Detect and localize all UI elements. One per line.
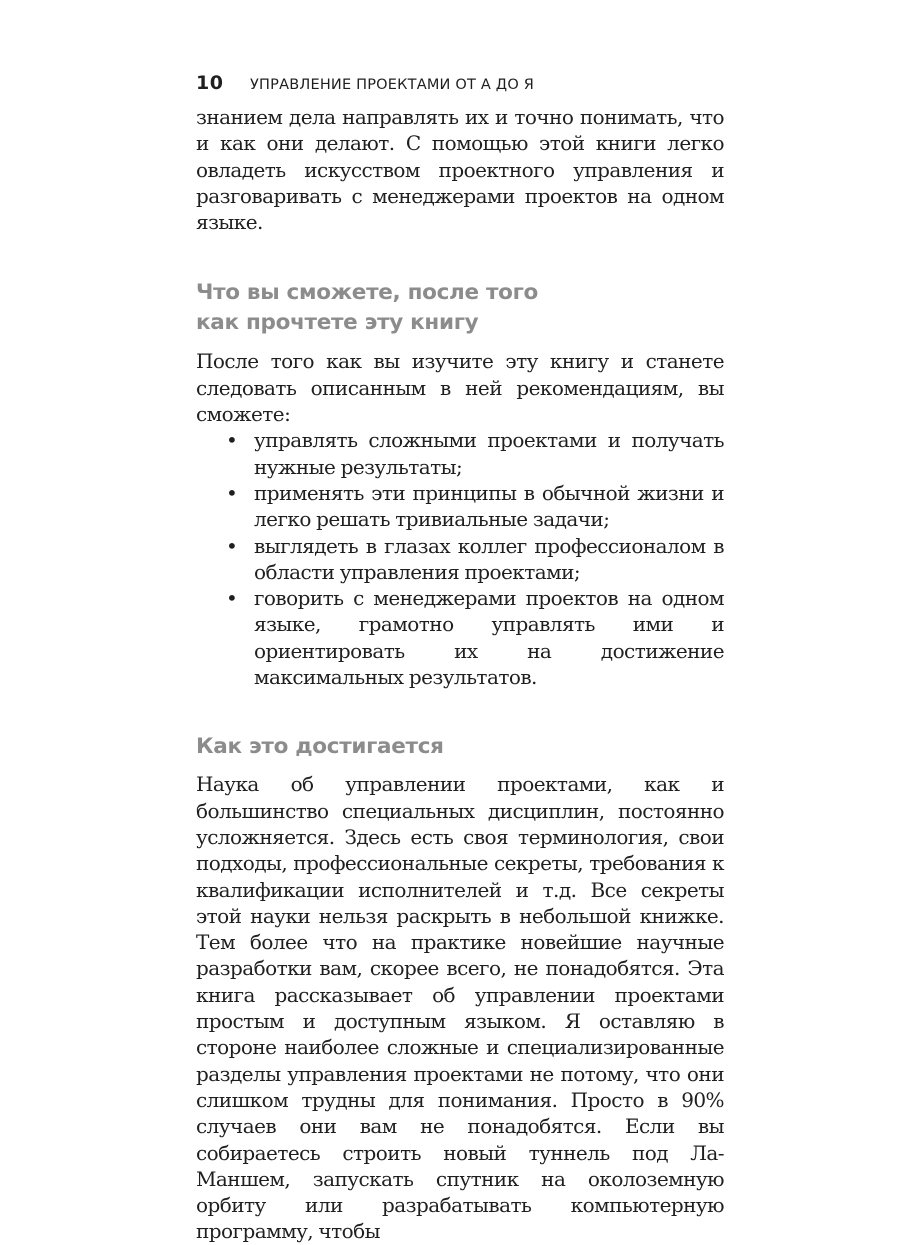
list-item <box>196 533 724 586</box>
bullet-icon: • <box>226 586 238 611</box>
heading-line-1: Что вы сможете, после того <box>196 280 539 306</box>
list-item <box>196 427 724 480</box>
bullet-icon: • <box>226 533 238 558</box>
bullet-icon: • <box>226 480 238 505</box>
heading-line-2: как прочтете эту книгу <box>196 310 479 336</box>
list-item-text: говорить с менеджерами проектов на одном языке, грамотно управлять ими и ориентировать их на достижение максимальных результатов. <box>254 586 724 690</box>
book-page <box>196 72 724 1245</box>
list-item <box>196 480 724 533</box>
list-item-text: применять эти принципы в обычной жизни и легко решать тривиальные задачи; <box>254 480 724 532</box>
book-title: УПРАВЛЕНИЕ ПРОЕКТАМИ ОТ А ДО Я <box>250 77 535 93</box>
section2-body: Наука об управлении проектами, как и большинство специальных дисциплин, постоянно усложняется. Здесь есть своя терминология, свои подходы, профессиональные секреты, требования к квалификации исполнителей и т.д. Все секреты этой науки нельзя раскрыть в небольшой книжке. Тем более что на практике новейшие научные разработки вам, скорее всего, не понадобятся. Эта книга рассказывает об управлении проектами простым и доступным языком. Я оставляю в стороне наиболее сложные и специализированные разделы управления проектами не потому, что они слишком трудны для понимания. Просто в 90% случаев они вам не понадобятся. Если вы собираетесь строить новый туннель под Ла-Маншем, запускать спутник на околоземную орбиту или разрабатывать компьютерную программу, чтобы <box>196 772 724 1244</box>
list-item-text: выглядеть в глазах коллег профессионалом в области управления проектами; <box>254 533 724 584</box>
intro-paragraph: знанием дела направлять их и точно понимать, что и как они делают. С помощью этой книги легко овладеть искусством проектного управления и разговаривать с менеджерами проектов на одном языке. <box>196 105 724 235</box>
list-item <box>196 585 724 690</box>
page-number: 10 <box>196 72 224 94</box>
running-head <box>196 72 724 94</box>
section-heading-what-you-can <box>196 278 724 338</box>
section-heading-how-achieved: Как это достигается <box>196 734 444 760</box>
section1-lead: После того как вы изучите эту книгу и станете следовать описанным в ней рекомендациям, вы сможете: <box>196 349 724 427</box>
list-item-text: управлять сложными проектами и получать нужные результаты; <box>254 428 724 479</box>
benefits-list <box>196 427 724 690</box>
bullet-icon: • <box>226 428 238 453</box>
